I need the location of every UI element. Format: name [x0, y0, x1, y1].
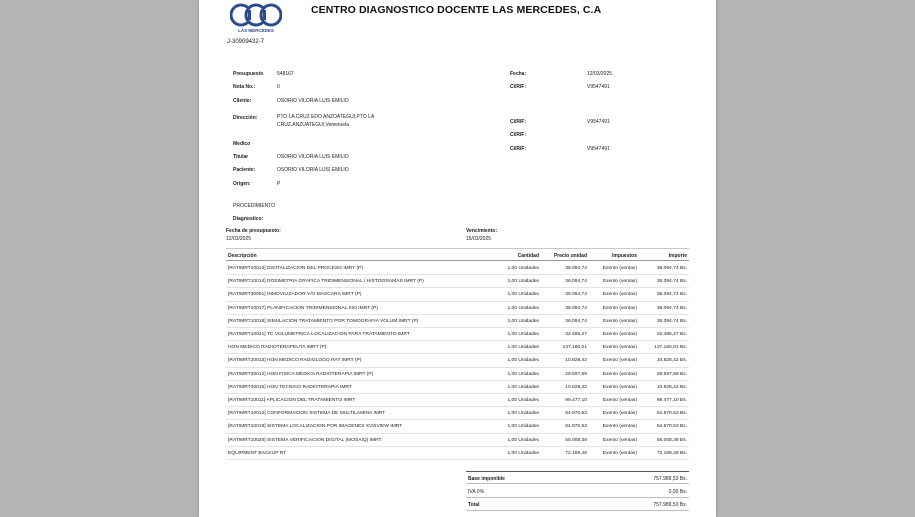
- label-fecha: Fecha:: [510, 71, 527, 77]
- cell-unit-price: 32.485,27: [565, 332, 587, 337]
- label-nota: Nota No.:: [233, 84, 256, 90]
- company-name: CENTRO DIAGNOSTICO DOCENTE LAS MERCEDES, C.A: [311, 4, 602, 16]
- header-cantidad: Cantidad: [517, 253, 539, 259]
- cell-tax: Exento (ventas): [602, 384, 637, 390]
- label-origen: Origen:: [233, 181, 251, 187]
- cell-quantity: 1,00 Unidades: [507, 398, 539, 403]
- table-row: [226, 302, 689, 315]
- totals-label: IVA 0%: [468, 488, 485, 495]
- cell-amount: 36.094,74 Bs.: [656, 266, 687, 271]
- company-logo: [230, 3, 282, 34]
- label-ci-rif-4: CI/RIF:: [510, 146, 527, 152]
- cell-quantity: 1,00 Unidades: [507, 279, 539, 285]
- cell-description: [RATIMRT10017] PLANIFICACION TRIDIMENSIONAL XIO IMRT (P): [228, 305, 378, 311]
- items-table-header: [226, 248, 689, 261]
- totals-label: Total: [468, 502, 480, 508]
- cell-unit-price: 64.970,53: [565, 411, 587, 417]
- cell-description: [RATIMRT10018] SIMULACION TRATAMIENTO POR TOMOGRAFIA VOLUM IMRT (P): [228, 318, 419, 324]
- cell-quantity: 1,00 Unidades: [507, 384, 539, 390]
- cell-tax: Exento (ventas): [602, 266, 637, 271]
- cell-amount: 64.970,53 Bs.: [656, 411, 687, 417]
- label-ci-rif-2: CI/RIF:: [510, 119, 527, 125]
- label-presupuesto: Presupuesto: [233, 71, 264, 77]
- totals-value: 0,00 Bs.: [668, 488, 687, 495]
- cell-quantity: 1,00 Unidades: [507, 318, 539, 324]
- cell-quantity: 1,00 Unidades: [507, 332, 539, 337]
- label-direccion: Dirección:: [233, 115, 258, 121]
- cell-amount: 55.008,38 Bs.: [656, 437, 687, 443]
- value-cliente: OSORIO VILORIA LUIS EMILIO: [277, 98, 349, 104]
- cell-unit-price: 36.094,74: [565, 318, 587, 324]
- table-row: [226, 407, 689, 420]
- cell-quantity: 1,00 Unidades: [507, 345, 539, 351]
- table-row: [226, 288, 689, 301]
- cell-quantity: 1,00 Unidades: [507, 305, 539, 311]
- cell-unit-price: 36.094,74: [565, 305, 587, 311]
- cell-amount: 32.485,27 Bs.: [656, 332, 687, 337]
- company-rif: J-30909432-7: [227, 39, 265, 45]
- cell-tax: Exento (ventas): [602, 332, 637, 337]
- vencimiento-value: 15/03/2025: [466, 236, 492, 242]
- document-page: [199, 0, 716, 517]
- cell-unit-price: 10.828,42: [565, 358, 587, 364]
- label-ci-rif-1: CI/RIF:: [510, 84, 527, 90]
- value-paciente: OSORIO VILORIA LUIS EMILIO: [277, 167, 349, 173]
- cell-tax: Exento (ventas): [602, 292, 637, 298]
- cell-tax: Exento (ventas): [602, 437, 637, 443]
- diagnostico-label: Diagnostico:: [233, 216, 264, 222]
- value-origen: P: [277, 181, 281, 187]
- cell-unit-price: 64.970,53: [565, 424, 587, 430]
- cell-tax: Exento (ventas): [602, 411, 637, 417]
- cell-amount: 10.828,42 Bs.: [656, 358, 687, 364]
- totals-value: 757.989,53 Bs.: [653, 502, 687, 508]
- label-titular: Titular: [233, 154, 249, 160]
- cell-quantity: 1,00 Unidades: [507, 292, 539, 298]
- cell-amount: 64.970,53 Bs.: [656, 424, 687, 430]
- cell-tax: Exento (ventas): [602, 424, 637, 430]
- cell-quantity: 1,00 Unidades: [507, 371, 539, 377]
- cell-tax: Exento (ventas): [602, 450, 637, 456]
- value-ci-rif-2: V9547491: [587, 119, 610, 125]
- cell-quantity: 1,00 Unidades: [507, 411, 539, 417]
- label-ci-rif-3: CI/RIF:: [510, 132, 527, 138]
- table-row: [226, 368, 689, 381]
- label-medico: Medico: [233, 141, 251, 147]
- cell-description: [RATIMRT10020] SISTEMA VERIFICACION DIGITAL (MOSAIQ) IMRT: [228, 437, 382, 443]
- table-row: [226, 341, 689, 354]
- totals-label: Base imponible: [468, 476, 505, 482]
- cell-tax: Exento (ventas): [602, 345, 637, 351]
- table-row: [226, 420, 689, 433]
- cell-tax: Exento (ventas): [602, 279, 637, 285]
- cell-description: [RATIMRT10021] TC VOLUMETRICA LOCALIZACION PARA TRATAMIENTO IMRT: [228, 332, 410, 337]
- cell-description: [RATIMRT10012] CONFORMACION SISTEMA DE MULTILAMINA IMRT: [228, 411, 386, 417]
- cell-unit-price: 36.094,74: [565, 266, 587, 271]
- cell-unit-price: 55.008,38: [565, 437, 587, 443]
- table-row: [226, 262, 689, 275]
- cell-description: [RATIMRT30001] INMOVILIZADOR Y/O MASCARA IMRT (P): [228, 292, 362, 298]
- header-descripcion: Descripción: [228, 253, 257, 259]
- table-row: [226, 275, 689, 288]
- table-row: [226, 447, 689, 460]
- cell-unit-price: 36.094,74: [565, 292, 587, 298]
- cell-unit-price: 99.477,10: [565, 398, 587, 403]
- cell-quantity: 1,00 Unidades: [507, 424, 539, 430]
- cell-amount: 36.094,74 Bs.: [656, 305, 687, 311]
- cell-description: [RATIMRT20015] HON TECNICO RADIOTERAPIA IMRT: [228, 384, 352, 390]
- cell-unit-price: 29.597,69: [565, 371, 587, 377]
- totals-row: [466, 485, 689, 498]
- totals-row: [466, 498, 689, 511]
- header-importe: Importe: [668, 253, 687, 259]
- procedimiento-label: PROCEDIMIENTO: [233, 203, 276, 209]
- cell-amount: 36.094,74 Bs.: [656, 292, 687, 298]
- cell-amount: 36.094,74 Bs.: [656, 279, 687, 285]
- value-ci-rif-1: V9547491: [587, 84, 610, 90]
- cell-quantity: 1,00 Unidades: [507, 358, 539, 364]
- value-fecha: 12/03/2025: [587, 71, 613, 77]
- table-row: [226, 315, 689, 328]
- cell-description: EQUIPMENT BACKUP RT: [228, 450, 287, 456]
- cell-tax: Exento (ventas): [602, 305, 637, 311]
- cell-tax: Exento (ventas): [602, 398, 637, 403]
- cell-unit-price: 36.094,74: [565, 279, 587, 285]
- cell-quantity: 1,00 Unidades: [507, 266, 539, 271]
- cell-description: [RATIMRT10019] SISTEMA LOCALIZACION POR IMAGENES XVI/IVIEW IMRT: [228, 424, 403, 430]
- table-row: [226, 328, 689, 341]
- table-row: [226, 381, 689, 394]
- value-ci-rif-4: V9547491: [587, 146, 610, 152]
- fecha-presupuesto-value: 12/03/2025: [226, 236, 252, 242]
- cell-tax: Exento (ventas): [602, 358, 637, 364]
- cell-description: HON MEDICO RADIOTERAPEUTA IMRT (P): [228, 345, 327, 351]
- cell-unit-price: 10.828,42: [565, 384, 587, 390]
- table-row: [226, 354, 689, 367]
- cell-unit-price: 137.160,01: [562, 345, 587, 351]
- label-paciente: Paciente:: [233, 167, 256, 173]
- value-presupuesto: 548167: [277, 71, 294, 77]
- totals-row: [466, 471, 689, 484]
- cell-amount: 10.828,42 Bs.: [656, 384, 687, 390]
- label-cliente: Cliente:: [233, 98, 252, 104]
- header-precio: Precio unidad: [553, 253, 587, 259]
- cell-unit-price: 72.189,48: [565, 450, 587, 456]
- cell-description: [RATIMRT20012] HON FISICA MEDICA RADIOTERAPIA IMRT (P): [228, 371, 374, 377]
- cell-description: [RATIMRT10011] APLICACION DEL TRATAMIENTO IMRT: [228, 398, 356, 403]
- cell-description: [RATIMRT10013] DIGITALIZACION DEL PROCESO IMRT (P): [228, 266, 363, 271]
- cell-amount: 36.094,74 Bs.: [656, 318, 687, 324]
- cell-description: [RATIMRT10014] DOSIMETRIA GRAFICA TRIDIMENSIONAL / HISTOGRAMAS IMRT (P): [228, 279, 424, 285]
- cell-quantity: 1,00 Unidades: [507, 437, 539, 443]
- fecha-presupuesto-label: Fecha de presupuesto:: [226, 228, 281, 234]
- vencimiento-label: Vencimiento:: [466, 228, 498, 234]
- value-titular: OSORIO VILORIA LUIS EMILIO: [277, 154, 349, 160]
- svg-text:LAS MERCEDES: LAS MERCEDES: [238, 28, 274, 33]
- cell-tax: Exento (ventas): [602, 318, 637, 324]
- cell-description: [RATIMRT20013] HON MEDICO RADIOLOGO RAT IMRT (P): [228, 358, 362, 364]
- cell-amount: 29.597,69 Bs.: [656, 371, 687, 377]
- header-impuestos: Impuestos: [611, 253, 637, 259]
- cell-tax: Exento (ventas): [602, 371, 637, 377]
- cell-amount: 99.477,10 Bs.: [656, 398, 687, 403]
- cell-amount: 72.189,48 Bs.: [656, 450, 687, 456]
- value-direccion: PTO LA CRUZ EDO ANZOATEGUI,PTO LA CRUZ,ANZUATEGUI,Venezuela: [277, 114, 374, 128]
- table-row: [226, 394, 689, 407]
- table-row: [226, 434, 689, 447]
- cell-quantity: 1,00 Unidades: [507, 450, 539, 456]
- totals-value: 757.989,53 Bs.: [653, 476, 687, 482]
- cell-amount: 137.160,01 Bs.: [654, 345, 687, 351]
- value-nota: 0: [277, 84, 280, 90]
